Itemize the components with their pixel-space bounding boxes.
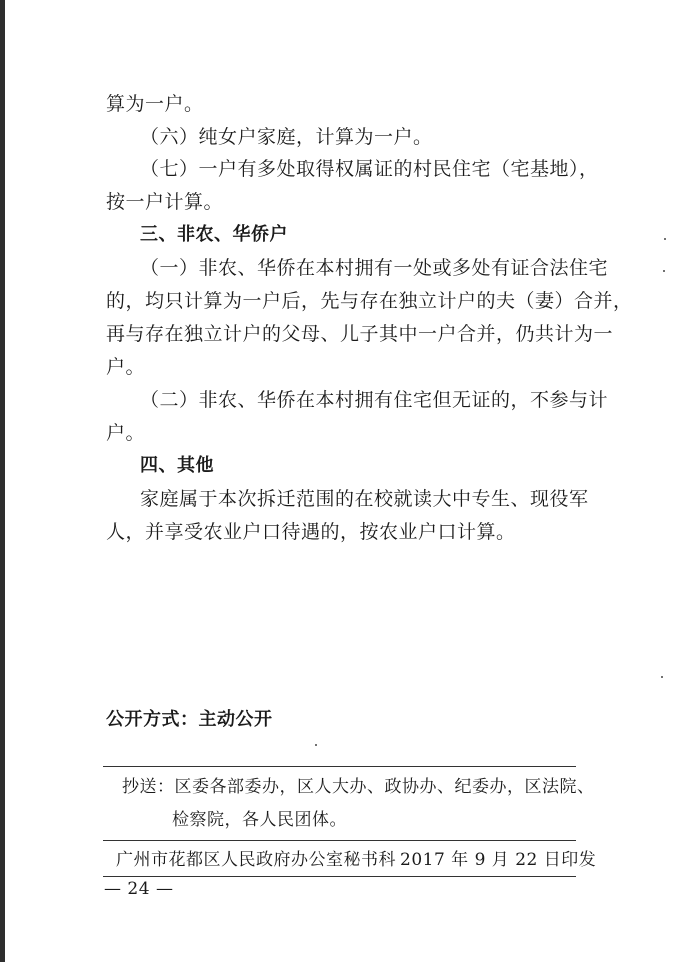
- scan-speck: [664, 238, 666, 240]
- scan-speck: [663, 270, 665, 272]
- cc-line-2: 检察院，各人民团体。: [172, 810, 347, 830]
- body-line-9: 户。: [106, 356, 146, 378]
- rule-bottom: [103, 876, 576, 877]
- issue-date: 2017 年 9 月 22 日印发: [400, 850, 597, 870]
- body-line-6: （一）非农、华侨在本村拥有一处或多处有证合法住宅: [140, 257, 609, 279]
- cc-line-1: 抄送：区委各部委办，区人大办、政协办、纪委办，区法院、: [122, 777, 595, 797]
- body-line-4: 按一户计算。: [106, 191, 224, 213]
- body-line-11: 户。: [106, 422, 146, 444]
- body-line-7: 的，均只计算为一户后，先与存在独立计户的夫（妻）合并，: [106, 290, 633, 312]
- scan-speck: [661, 676, 663, 678]
- rule-top: [103, 766, 576, 767]
- body-line-13: 家庭属于本次拆迁范围的在校就读大中专生、现役军: [140, 488, 589, 510]
- rule-middle: [103, 840, 576, 841]
- body-line-2: （六）纯女户家庭，计算为一户。: [140, 126, 433, 148]
- disclosure-method: 公开方式：主动公开: [106, 709, 273, 730]
- body-line-8: 再与存在独立计户的父母、儿子其中一户合并，仍共计为一: [106, 323, 614, 345]
- scan-edge: [0, 0, 5, 962]
- section-heading-4: 四、其他: [140, 455, 214, 476]
- body-line-10: （二）非农、华侨在本村拥有住宅但无证的，不参与计: [140, 389, 609, 411]
- section-heading-3: 三、非农、华侨户: [140, 224, 288, 245]
- body-line-14: 人，并享受农业户口待遇的，按农业户口计算。: [106, 521, 516, 543]
- page-number: — 24 —: [104, 879, 174, 899]
- body-line-1: 算为一户。: [106, 93, 204, 115]
- issuing-office: 广州市花都区人民政府办公室秘书科: [116, 850, 396, 870]
- body-line-3: （七）一户有多处取得权属证的村民住宅（宅基地），: [140, 158, 599, 180]
- scan-speck: [315, 744, 317, 746]
